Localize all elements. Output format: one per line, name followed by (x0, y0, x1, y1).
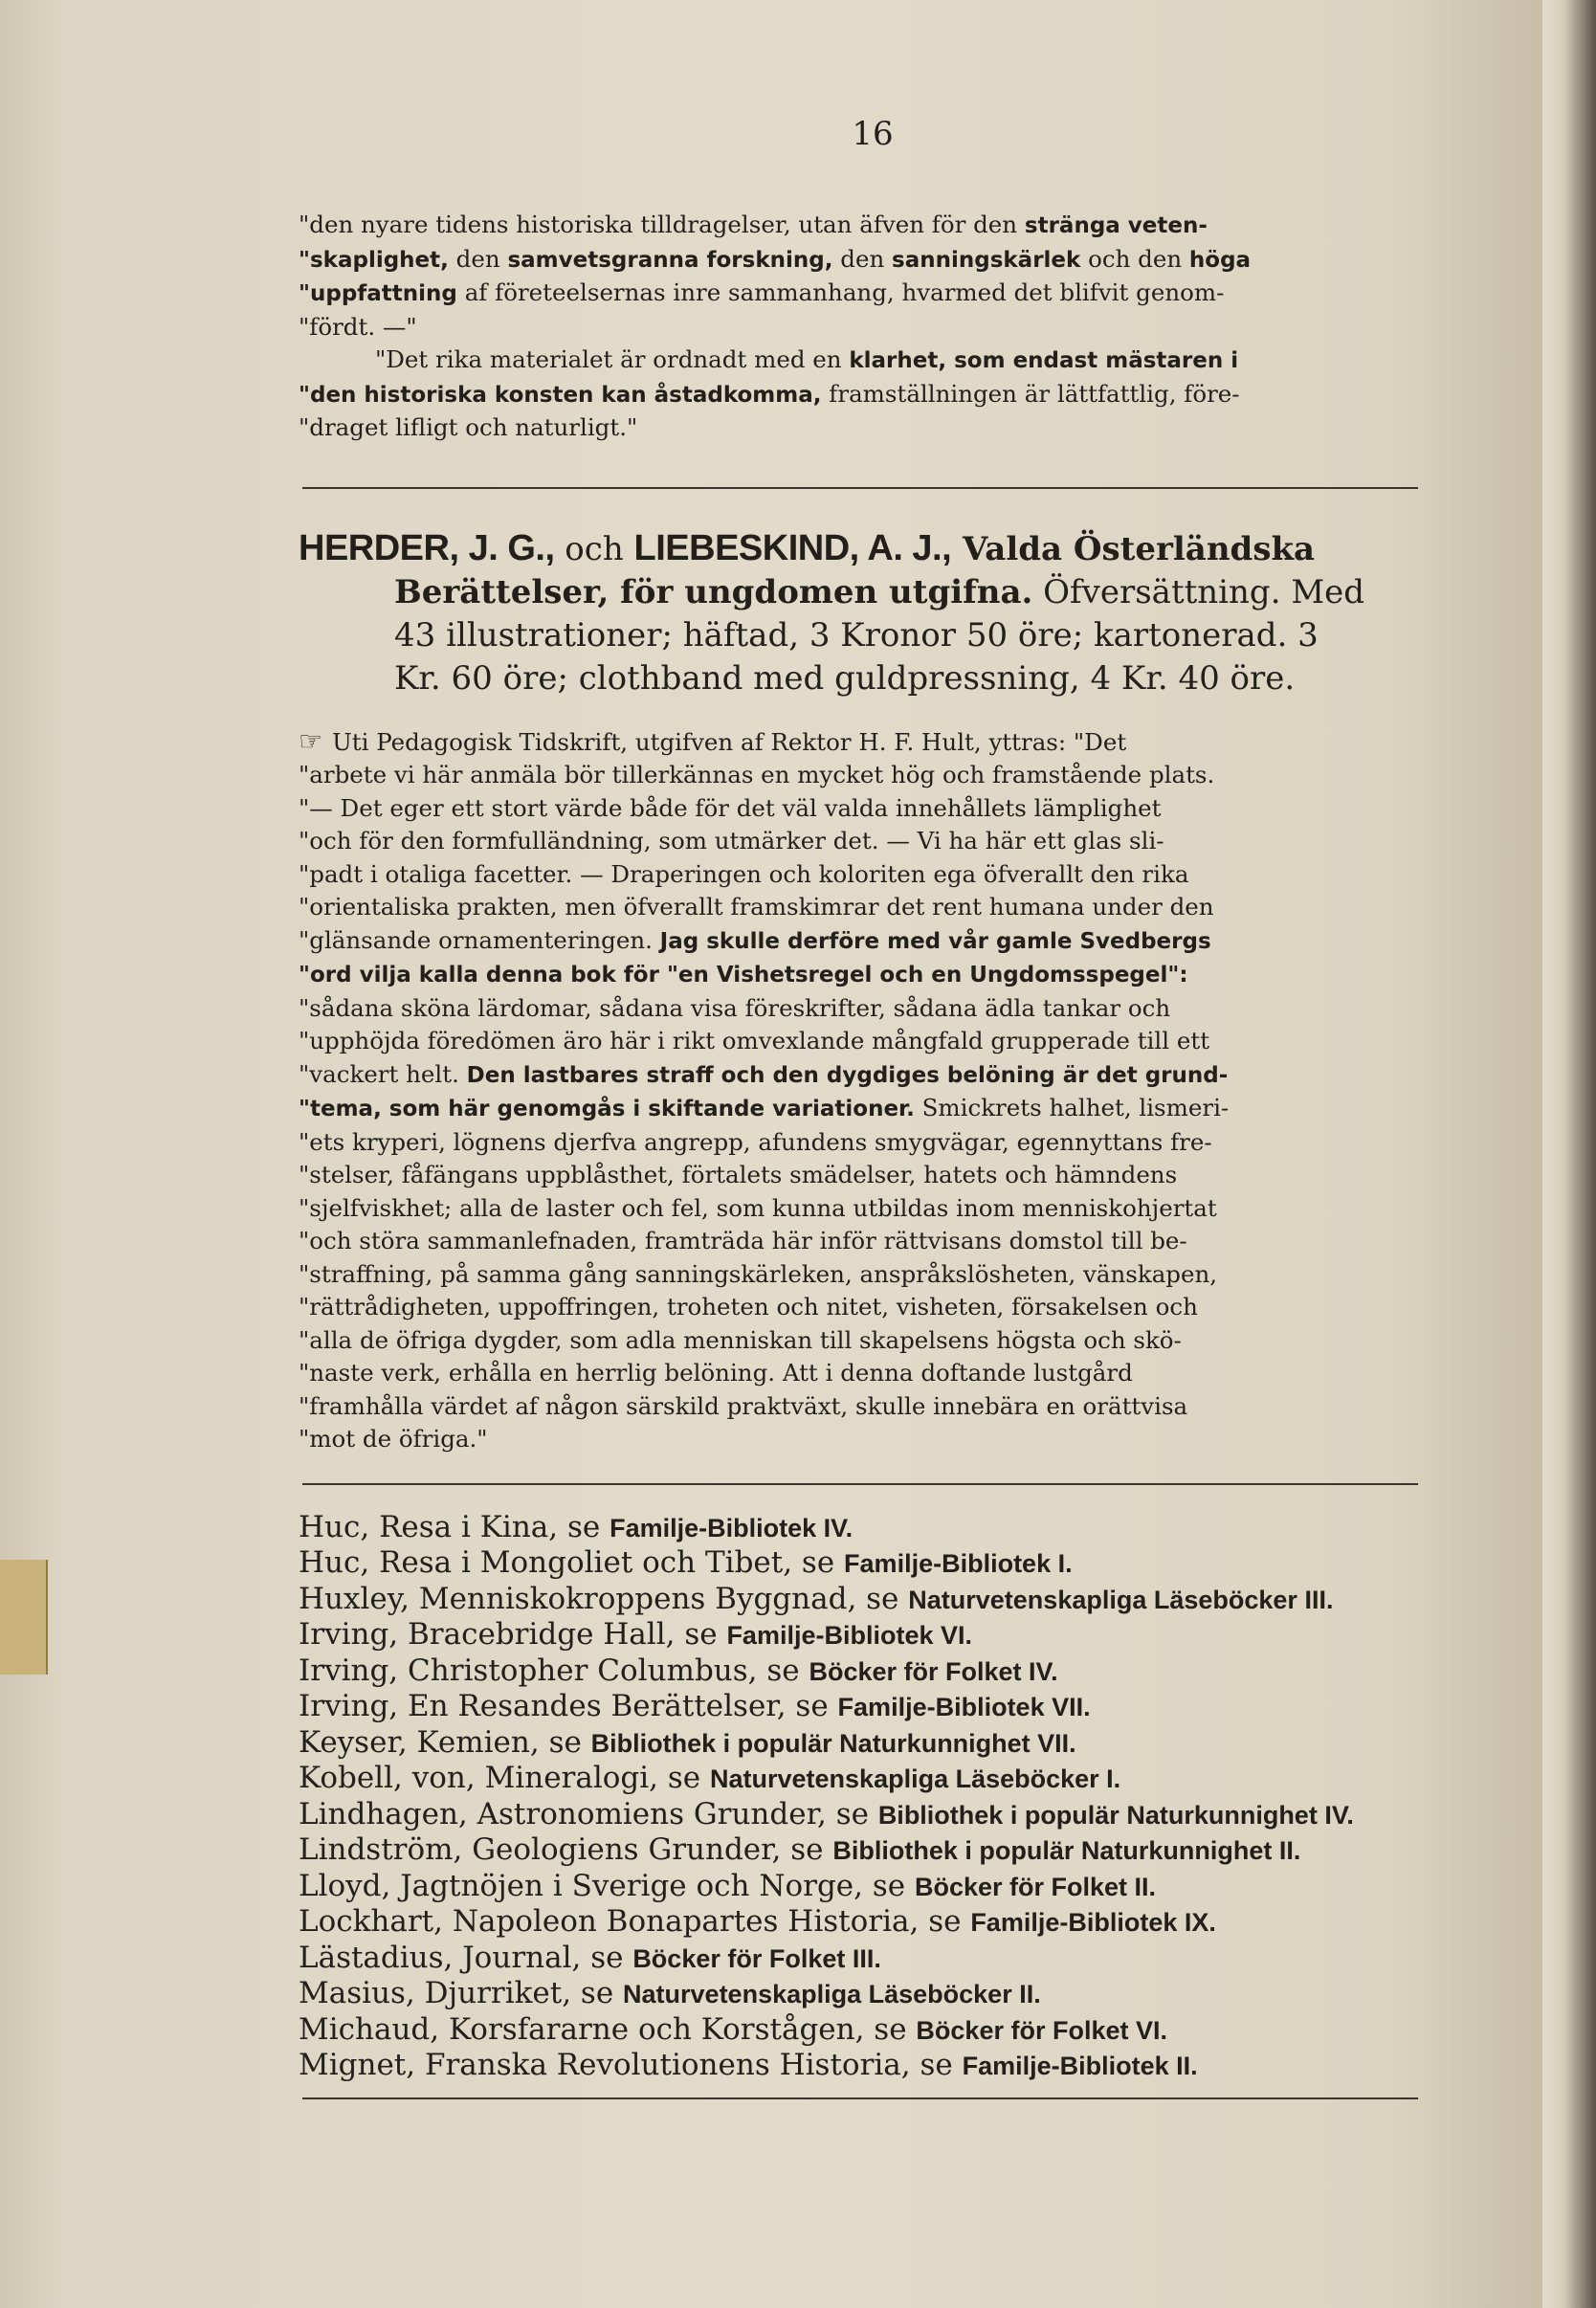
divider (302, 1483, 1418, 1485)
page-edge (1542, 0, 1596, 2308)
review-line: "alla de öfriga dygder, som adla menniskan till skapelsens högsta och skö- (299, 1325, 1182, 1354)
divider (302, 2097, 1418, 2099)
list-item: Huxley, Menniskokroppens Byggnad, se Naturvetenskapliga Läseböcker III. (299, 1581, 1334, 1616)
review-line: "rättrådigheten, uppoffringen, troheten och nitet, visheten, försakelsen och (299, 1293, 1198, 1320)
list-item: Lindhagen, Astronomiens Grunder, se Bibliothek i populär Naturkunnighet IV. (299, 1796, 1354, 1831)
review-line: "padt i otaliga facetter. — Draperingen och koloriten ega öfverallt den rika (299, 859, 1189, 888)
review-line: "och störa sammanlefnaden, framträda här inför rättvisans domstol till be- (299, 1227, 1187, 1254)
review-line: "upphöjda föredömen äro här i rikt omvexlande mångfald grupperade till ett (299, 1027, 1210, 1054)
quote-block (299, 209, 1418, 445)
review-line: ☞ Uti Pedagogisk Tidskrift, utgifven af Rektor H. F. Hult, yttras: "Det (299, 724, 1127, 757)
quote-line: "fördt. —" (299, 312, 417, 341)
list-item: Kobell, von, Mineralogi, se Naturvetenskapliga Läseböcker I. (299, 1761, 1121, 1795)
review-line: "och för den formfulländning, som utmärker det. — Vi ha här ett glas sli- (299, 827, 1164, 854)
quote-line: "skaplighet, den samvetsgranna forskning, den sanningskärlek och den höga (299, 244, 1252, 273)
book-advertisement (299, 527, 1418, 700)
list-item: Huc, Resa i Kina, se Familje-Bibliotek IV. (299, 1509, 853, 1544)
review-line: "mot de öfriga." (299, 1425, 488, 1453)
list-item: Irving, Bracebridge Hall, se Familje-Bibliotek VI. (299, 1617, 972, 1652)
review-line: "glänsande ornamenteringen. Jag skulle derföre med vår gamle Svedbergs (299, 925, 1211, 954)
divider (302, 487, 1418, 489)
quote-line: "draget lifligt och naturligt." (299, 413, 638, 441)
paper-tab (0, 1560, 48, 1675)
quote-line: "Det rika materialet är ordnadt med en klarhet, som endast mästaren i (375, 345, 1239, 373)
ad-line: 43 illustrationer; häftad, 3 Kronor 50 öre; kartonerad. 3 (394, 615, 1319, 655)
list-item: Lindström, Geologiens Grunder, se Bibliothek i populär Naturkunnighet II. (299, 1832, 1301, 1867)
page-content (299, 115, 1418, 2099)
review-block (299, 725, 1418, 1456)
review-line: "— Det eger ett stort värde både för det väl valda innehållets lämplighet (299, 793, 1162, 822)
list-item: Lloyd, Jagtnöjen i Sverige och Norge, se Böcker för Folket II. (299, 1868, 1157, 1903)
quote-line: "den historiska konsten kan åstadkomma, framställningen är lättfattlig, före- (299, 379, 1240, 408)
ad-line: Kr. 60 öre; clothband med guldpressning, 4 Kr. 40 öre. (394, 658, 1296, 698)
review-line: "orientaliska prakten, men öfverallt framskimrar det rent humana under den (299, 893, 1214, 921)
review-line: "straffning, på samma gång sanningskärleken, anspråkslösheten, vänskapen, (299, 1259, 1218, 1288)
review-line: "stelser, fåfängans uppblåsthet, förtalets smädelser, hatets och hämndens (299, 1161, 1178, 1188)
list-item: Mignet, Franska Revolutionens Historia, se Familje-Bibliotek II. (299, 2048, 1198, 2082)
page-number: 16 (852, 115, 894, 153)
list-item: Irving, Christopher Columbus, se Böcker för Folket IV. (299, 1653, 1058, 1688)
list-item: Lockhart, Napoleon Bonapartes Historia, se Familje-Bibliotek IX. (299, 1904, 1216, 1939)
review-line: "sådana sköna lärdomar, sådana visa föreskrifter, sådana ädla tankar och (299, 993, 1171, 1022)
book-list (299, 1510, 1418, 2084)
ad-line: Berättelser, för ungdomen utgifna. Öfversättning. Med (394, 572, 1365, 611)
review-line: "framhålla värdet af någon särskild praktväxt, skulle innebära en orättvisa (299, 1391, 1188, 1420)
review-line: "naste verk, erhålla en herrlig belöning. Att i denna doftande lustgård (299, 1359, 1133, 1387)
quote-line: "uppfattning af företeelsernas inre sammanhang, hvarmed det blifvit genom- (299, 278, 1225, 306)
review-line: "ord vilja kalla denna bok för "en Vishetsregel och en Ungdomsspegel": (299, 963, 1188, 988)
quote-line: "den nyare tidens historiska tilldragelser, utan äfven för den stränga veten- (299, 211, 1208, 238)
list-item: Keyser, Kemien, se Bibliothek i populär Naturkunnighet VII. (299, 1724, 1076, 1760)
list-item: Masius, Djurriket, se Naturvetenskapliga Läseböcker II. (299, 1976, 1041, 2010)
review-line: "ets kryperi, lögnens djerfva angrepp, afundens smygvägar, egennyttans fre- (299, 1127, 1212, 1156)
pointing-hand-icon: ☞ (299, 724, 323, 757)
ad-line: HERDER, J. G., och LIEBESKIND, A. J., Valda Österländska (299, 527, 1316, 568)
list-item: Lästadius, Journal, se Böcker för Folket III. (299, 1940, 881, 1975)
review-line: "tema, som här genomgås i skiftande variationer. Smickrets halhet, lismeri- (299, 1094, 1230, 1121)
list-item: Michaud, Korsfararne och Korstågen, se Böcker för Folket VI. (299, 2011, 1167, 2047)
list-item: Irving, En Resandes Berättelser, se Familje-Bibliotek VII. (299, 1689, 1091, 1723)
review-line: "vackert helt. Den lastbares straff och den dygdiges belöning är det grund- (299, 1059, 1229, 1088)
review-line: "sjelfviskhet; alla de laster och fel, som kunna utbildas inom menniskohjertat (299, 1193, 1217, 1222)
review-line: "arbete vi här anmäla bör tillerkännas en mycket hög och framstående plats. (299, 761, 1215, 788)
list-item: Huc, Resa i Mongoliet och Tibet, se Familje-Bibliotek I. (299, 1545, 1073, 1580)
